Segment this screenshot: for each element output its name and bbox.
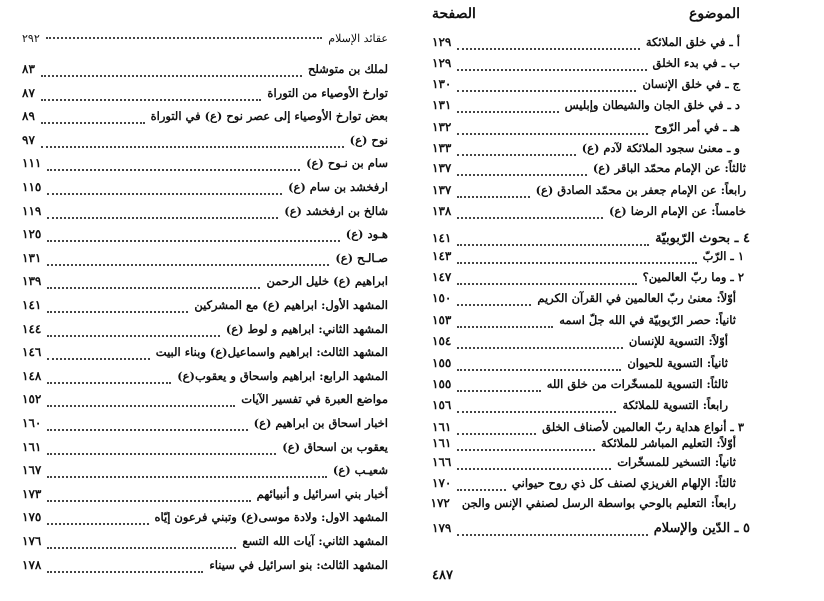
toc-entry-page: ١٥٥: [432, 356, 452, 370]
toc-entry-title: ثالثاً: عن الإمام محمّد الباقر (ع): [592, 161, 746, 175]
toc-entry: [432, 270, 744, 290]
dot-leader: [41, 75, 302, 77]
toc-entry-page: ١١٥: [22, 180, 42, 194]
toc-entry-page: ٨٩: [22, 109, 35, 124]
toc-entry-page: ١٥٢: [22, 392, 42, 407]
toc-entry: [432, 291, 736, 311]
toc-entry-title: أوّلاً: معنىٰ ربّ العالمين في القرآن الكريم: [537, 291, 736, 305]
toc-entry-title: اخبار اسحاق بن ابراهيم (ع): [253, 416, 388, 430]
dot-leader: [457, 326, 553, 328]
toc-entry-title: المشهد الرابع: ابراهيم واسحاق و يعقوب(ع): [177, 368, 388, 383]
dot-leader: [47, 311, 188, 313]
dot-leader: [47, 500, 250, 502]
toc-entry: [22, 416, 388, 436]
toc-entry: [432, 496, 736, 516]
toc-entry-page: ١٧٠: [432, 476, 452, 490]
dot-leader: [457, 111, 558, 113]
toc-entry-page: ١٦٠: [22, 416, 42, 430]
toc-entry: [22, 274, 388, 294]
toc-entry-title: المشهد الثاني: ابراهيم و لوط (ع): [225, 321, 388, 336]
dot-leader: [457, 90, 636, 92]
toc-entry: [22, 180, 388, 200]
toc-entry-title: المشهد الثاني: آيات الله التسع: [242, 534, 388, 548]
toc-entry: [22, 345, 388, 365]
toc-entry-title: يعقوب بن اسحاق (ع): [282, 439, 388, 454]
toc-entry: [432, 56, 740, 76]
toc-entry-title: ثالثاً: الإلهام الغريزي لصنف كل ذي روح حيواني: [512, 476, 736, 490]
toc-entry-page: ١٥٥: [432, 377, 452, 391]
dot-leader: [47, 547, 236, 549]
toc-entry-title: د ـ في خلق الجان والشيطان وإبليس: [564, 98, 740, 112]
toc-entry-title: ٣ ـ أنواع هداية ربّ العالمين لأصناف الخلق: [542, 420, 744, 434]
toc-entry-page: ١٣٩: [22, 274, 42, 289]
toc-entry: [432, 161, 746, 181]
toc-entry: [22, 251, 388, 271]
toc-entry-title: هـ ـ في أمر الرّوح: [654, 120, 740, 134]
dot-leader: [457, 449, 595, 451]
dot-leader: [47, 240, 339, 242]
toc-entry: [432, 334, 728, 354]
toc-entry-title: ابراهيم (ع) خليل الرحمن: [266, 274, 388, 289]
toc-entry-title: المشهد الاول: ولادة موسى(ع) وتبني فرعون إيّاه: [154, 510, 388, 525]
dot-leader: [47, 358, 149, 360]
toc-entry-page: ١٥٠: [432, 291, 452, 305]
toc-entry-title: ثانياً: التسوية للحيوان: [627, 356, 728, 370]
toc-entry: [22, 463, 388, 483]
toc-entry: [22, 204, 388, 224]
toc-entry-title: صـالـح (ع): [335, 250, 388, 265]
right-page: [412, 0, 824, 601]
toc-entry-page: ١٤١: [22, 298, 42, 312]
toc-entry-title: بعض توارخ الأوصياء إلى عصر نوح (ع) في التوراة: [150, 109, 388, 124]
toc-entry-title: المشهد الثالث: ابراهيم واسماعيل(ع) وبناء البيت: [155, 345, 388, 360]
toc-entry-title: رابعاً: التسوية للملائكة: [622, 398, 728, 412]
toc-entry: [22, 156, 388, 176]
dot-leader: [457, 174, 587, 176]
toc-entry: [432, 231, 750, 251]
dot-leader: [47, 523, 148, 525]
toc-entry-page: ٨٣: [22, 62, 35, 76]
running-header-page-number: ٢٩٢: [22, 32, 40, 45]
toc-entry: [432, 521, 750, 541]
dot-leader: [457, 217, 603, 219]
toc-entry: [22, 298, 388, 318]
dot-leader: [457, 468, 611, 470]
toc-entry-page: ١٥٤: [432, 334, 452, 348]
toc-entry: [22, 487, 388, 507]
toc-entry-title: ٢ ـ وما ربّ العالمين؟: [642, 270, 744, 284]
toc-entry: [432, 183, 746, 203]
dot-leader: [47, 476, 327, 478]
toc-entry: [22, 558, 388, 578]
toc-entry-page: ١١١: [22, 156, 42, 171]
toc-entry: [432, 436, 736, 456]
dot-leader: [47, 571, 203, 573]
toc-entry-title: مواضع العبرة في تفسير الآيات: [241, 392, 388, 407]
toc-entry-title: المشهد الثالث: بنو اسرائيل في سيناء: [209, 557, 388, 572]
toc-entry-page: ١٥٣: [432, 313, 452, 327]
dot-leader: [457, 244, 649, 246]
toc-entry: [22, 322, 388, 342]
toc-entry-page: ١٧٨: [22, 557, 42, 572]
toc-entry-page: ١٣٧: [432, 183, 452, 197]
dot-leader: [47, 193, 282, 195]
dot-leader: [457, 534, 647, 536]
toc-entry-title: ثالثاً: التسوية للمسخّرات من خلق الله: [546, 377, 728, 391]
toc-entry-title: شعيـب (ع): [332, 463, 388, 478]
toc-entry-title: ثانياً: التسخير للمسخّرات: [617, 455, 736, 469]
page-number-footer: ٤٨٧: [432, 568, 453, 583]
dot-leader: [46, 37, 323, 39]
toc-entry-title: ارفخشد بن سام (ع): [288, 180, 388, 194]
toc-entry-page: ١٣٧: [432, 161, 452, 175]
dot-leader: [457, 390, 540, 392]
toc-entry-title: توارخ الأوصياء من التوراة: [267, 85, 388, 100]
toc-entry-page: ٩٧: [22, 132, 35, 147]
toc-entry-page: ١٦١: [432, 436, 452, 450]
dot-leader: [457, 347, 623, 349]
toc-entry-page: ١١٩: [22, 203, 42, 218]
toc-entry: [22, 109, 388, 129]
toc-entry-page: ١٢٩: [432, 56, 452, 70]
toc-entry-page: ١٣١: [432, 98, 452, 112]
dot-leader: [457, 196, 529, 198]
toc-entry-page: ١٧٢: [430, 496, 450, 510]
dot-leader: [41, 146, 344, 148]
toc-entry-title: ب ـ في بدء الخلق: [652, 56, 740, 70]
toc-entry-title: أوّلاً: التسوية للإنسان: [628, 334, 728, 348]
toc-entry: [432, 398, 728, 418]
toc-entry: [432, 455, 736, 475]
toc-entry-title: ج ـ في خلق الإنسان: [642, 77, 740, 91]
toc-entry: [22, 440, 388, 460]
dot-leader: [457, 283, 636, 285]
toc-entry-page: ١٢٥: [22, 227, 42, 242]
toc-entry-page: ١٢٩: [432, 35, 452, 49]
dot-leader: [47, 429, 247, 431]
dot-leader: [47, 217, 278, 219]
toc-entry: [432, 98, 740, 118]
toc-entry-page: ١٤٧: [432, 270, 452, 284]
toc-entry-page: ١٤٦: [22, 345, 42, 360]
toc-entry-page: ١٣١: [22, 250, 42, 265]
toc-entry-title: ٥ ـ الدّين والإسلام: [653, 521, 750, 536]
toc-entry-title: و ـ معنىٰ سجود الملائكة لآدم (ع): [581, 141, 740, 155]
toc-entry-page: ١٤٨: [22, 368, 42, 383]
toc-entry-title: نوح (ع): [349, 132, 388, 147]
dot-leader: [457, 69, 646, 71]
toc-entry-title: ١ ـ الرّبّ: [702, 249, 744, 263]
toc-entry: [432, 356, 728, 376]
toc-entry-title: المشهد الأول: ابراهيم (ع) مع المشركين: [194, 298, 388, 312]
toc-entry: [22, 369, 388, 389]
toc-entry: [22, 392, 388, 412]
toc-entry-page: ١٦٧: [22, 463, 42, 478]
toc-entry-page: ٨٧: [22, 85, 35, 100]
dot-leader: [47, 264, 329, 266]
toc-entry-title: أ ـ في خلق الملائكة: [645, 35, 740, 49]
dot-leader: [47, 335, 219, 337]
toc-entry-title: أوّلاً: التعليم المباشر للملائكة: [600, 436, 736, 450]
toc-entry-page: ١٤٣: [432, 249, 452, 263]
toc-entry-page: ١٦١: [432, 420, 452, 434]
toc-entry: [22, 534, 388, 554]
toc-entry-title: رابعاً: عن الإمام جعفر بن محمّد الصادق (ع): [535, 183, 746, 197]
toc-entry-page: ١٣٣: [432, 141, 452, 155]
toc-entry: [22, 86, 388, 106]
dot-leader: [457, 154, 575, 156]
toc-entry-page: ١٧٣: [22, 486, 42, 501]
column-header-topic: الموضوع: [689, 6, 740, 22]
dot-leader: [47, 405, 235, 407]
toc-entry-title: ثانياً: حصر الرّبوبيّة في الله جلّ اسمه: [559, 313, 736, 327]
dot-leader: [41, 99, 262, 101]
toc-entry-title: لملك بن متوشلح: [307, 62, 388, 76]
dot-leader: [457, 304, 531, 306]
toc-entry-title: هـود (ع): [345, 227, 388, 242]
toc-entry: [22, 227, 388, 247]
toc-entry: [432, 141, 740, 161]
toc-entry-page: ١٧٦: [22, 534, 42, 548]
toc-entry-page: ١٣٢: [432, 120, 452, 134]
dot-leader: [41, 122, 145, 124]
toc-entry: [432, 476, 736, 496]
dot-leader: [47, 453, 276, 455]
running-header: [22, 32, 388, 45]
toc-entry-title: أخبار بني اسرائيل و أنبيائهم: [256, 486, 388, 501]
toc-entry: [432, 120, 740, 140]
dot-leader: [457, 133, 648, 135]
toc-entry: [22, 62, 388, 82]
toc-entry-page: ١٤١: [432, 231, 452, 245]
toc-entry-page: ١٧٥: [22, 510, 42, 525]
column-header-page: الصفحة: [432, 6, 476, 22]
toc-entry-title: ٤ ـ بحوث الرّبوبيّة: [655, 231, 750, 246]
dot-leader: [457, 369, 621, 371]
dot-leader: [457, 262, 696, 264]
dot-leader: [457, 489, 506, 491]
toc-entry-page: ١٦١: [22, 439, 42, 454]
toc-entry: [432, 77, 740, 97]
running-header-title: عقائد الإسلام: [328, 32, 388, 45]
dot-leader: [457, 48, 640, 50]
toc-entry-page: ١٣٠: [432, 77, 452, 91]
toc-entry-title: رابعاً: التعليم بالوحي بواسطة الرسل لصنفي الإنس والجن: [461, 496, 736, 510]
toc-entry-title: سام بن نـوح (ع): [306, 156, 388, 171]
toc-entry: [432, 249, 744, 269]
toc-entry: [432, 35, 740, 55]
dot-leader: [47, 382, 171, 384]
toc-entry-page: ١٧٩: [432, 521, 452, 535]
toc-entry-page: ١٥٦: [432, 398, 452, 412]
toc-entry: [432, 377, 728, 397]
dot-leader: [457, 411, 616, 413]
toc-entry-title: شالخ بن ارفخشد (ع): [284, 203, 388, 218]
toc-entry: [22, 133, 388, 153]
toc-entry-page: ١٣٨: [432, 204, 452, 218]
toc-entry: [432, 313, 736, 333]
toc-entry: [22, 510, 388, 530]
toc-entry-title: خامساً: عن الإمام الرضا (ع): [608, 204, 746, 218]
toc-entry: [432, 204, 746, 224]
toc-entry-page: ١٦٦: [432, 455, 452, 469]
dot-leader: [47, 287, 260, 289]
toc-entry-page: ١٤٤: [22, 321, 42, 336]
dot-leader: [47, 169, 300, 171]
dot-leader: [457, 433, 536, 435]
